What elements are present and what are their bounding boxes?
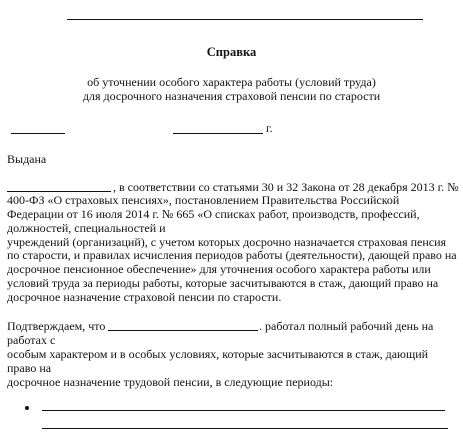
city-blank — [173, 133, 263, 134]
confirm-prefix: Подтверждаем, что — [7, 319, 106, 333]
bullet-icon — [25, 406, 29, 410]
name-blank — [7, 191, 111, 192]
confirm-suffix: . работал полный рабочий день на — [259, 319, 434, 333]
employee-name-blank — [108, 330, 258, 331]
basis-line: , в соответствии со статьями 30 и 32 Закона от 28 декабря 2013 г. № — [113, 180, 459, 194]
basis-line: условий труда за периоды работы, которые засчитываются в стаж, дающий право на — [7, 276, 439, 290]
basis-line: Федерации от 16 июля 2014 г. № 665 «О списках работ, производств, профессий, — [7, 207, 420, 221]
basis-line: должностей, специальностей и — [7, 221, 166, 235]
issued-label: Выдана — [7, 152, 47, 166]
basis-line: досрочное пенсионное обеспечение» для уточнения особого характера работы или — [7, 262, 431, 276]
conditions-line: работах с — [7, 333, 56, 347]
basis-line: учреждений (организаций), с учетом которых досрочно назначается страховая пенсия — [7, 235, 447, 249]
conditions-line: досрочное назначение трудовой пенсии, в следующие периоды: — [7, 375, 334, 389]
basis-line: по старости, и правилах исчисления периодов работы (деятельности), дающей право на — [7, 248, 457, 262]
period-blank — [42, 410, 445, 411]
doc-title: Справка — [206, 45, 257, 59]
doc-subtitle-line-2: для досрочного назначения страховой пенсии по старости — [82, 89, 381, 103]
basis-line: 400-ФЗ «О страховых пенсиях», постановлением Правительства Российской — [7, 193, 400, 207]
basis-line: досрочное назначение страховой пенсии по старости. — [7, 290, 282, 304]
header-blank-line — [67, 19, 423, 20]
doc-subtitle-line-1: об уточнении особого характера работы (условий труда) — [87, 75, 376, 89]
conditions-line: право на — [7, 361, 52, 375]
conditions-line: особым характером и в особых условиях, которые засчитываются в стаж, дающий — [7, 347, 429, 361]
period-blank — [42, 428, 448, 429]
number-blank — [11, 133, 65, 134]
city-suffix: г. — [266, 121, 273, 135]
